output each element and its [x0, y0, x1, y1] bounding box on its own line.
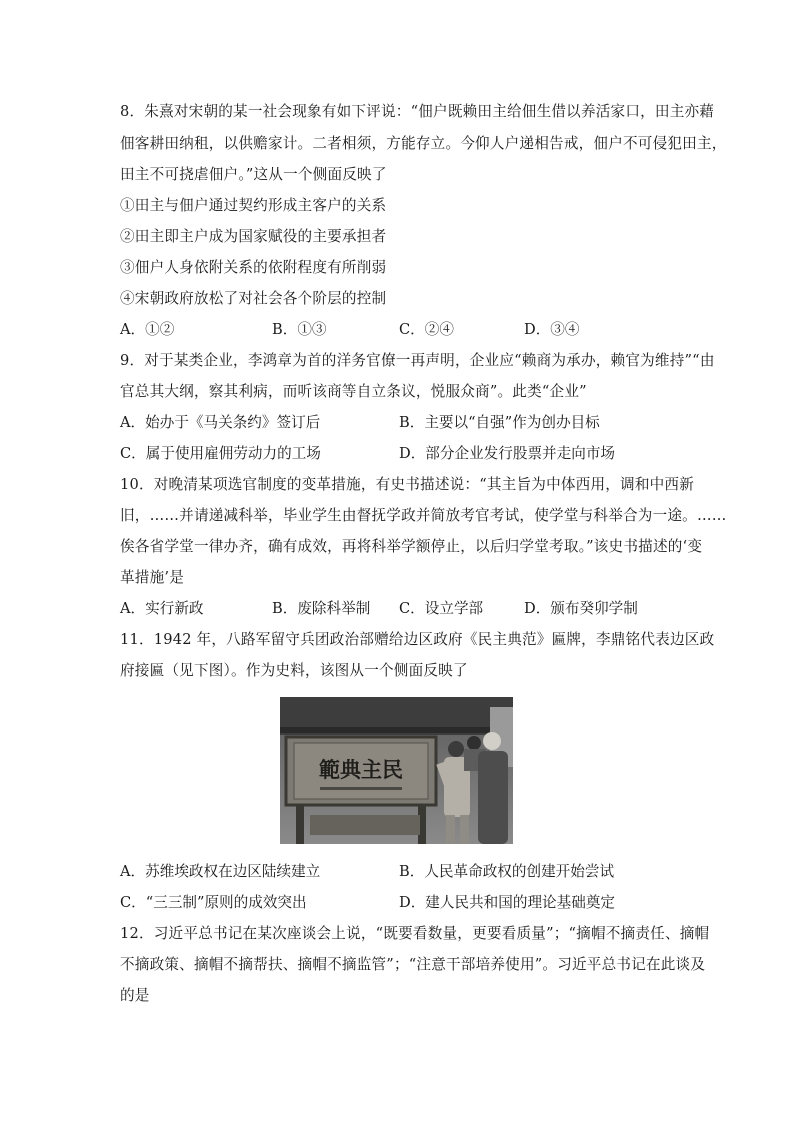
q11-option-d: D．建人民共和国的理论基础奠定 — [399, 894, 616, 911]
q9-option-b: B．主要以“自强”作为创办目标 — [399, 414, 600, 431]
q8-statement-2: ②田主即主户成为国家赋役的主要承担者 — [120, 228, 387, 245]
q9-stem-line-1: 9．对于某类企业，李鸿章为首的洋务官僚一再声明，企业应“赖商为承办，赖官为维持”“由 — [120, 352, 715, 369]
q11-option-b: B．人民革命政权的创建开始尝试 — [399, 863, 615, 880]
q10-option-a: A．实行新政 — [120, 600, 204, 617]
q9-option-a: A．始办于《马关条约》签订后 — [120, 414, 321, 431]
q8-stem-line-3: 田主不可挠虐佃户。”这从一个侧面反映了 — [120, 166, 387, 183]
q8-statement-1: ①田主与佃户通过契约形成主客户的关系 — [120, 197, 387, 214]
q9-option-d: D．部分企业发行股票并走向市场 — [399, 445, 616, 462]
q11-stem-line-1: 11．1942 年，八路军留守兵团政治部赠给边区政府《民主典范》匾牌，李鼎铭代表边区政 — [120, 631, 715, 648]
q8-option-a: A．①② — [120, 321, 175, 338]
q10-stem-line-1: 10．对晚清某项选官制度的变革措施，有史书描述说：“其主旨为中体西用，调和中西新 — [120, 476, 695, 493]
q10-option-d: D．颁布癸卯学制 — [524, 600, 638, 617]
q12-stem-line-2: 不摘政策、摘帽不摘帮扶、摘帽不摘监管”；“注意干部培养使用”。习近平总书记在此谈及 — [120, 956, 706, 973]
q10-option-b: B．废除科举制 — [272, 600, 371, 617]
q8-statement-3: ③佃户人身依附关系的依附程度有所削弱 — [120, 259, 387, 276]
q8-stem-line-2: 佃客耕田纳租，以供赡家计。二者相须，方能存立。今仰人户递相告戒，佃户不可侵犯田主， — [120, 135, 727, 152]
q8-stem-line-1: 8．朱熹对宋朝的某一社会现象有如下评说：“佃户既赖田主给佃生借以养活家口，田主亦藉 — [120, 103, 715, 120]
q8-option-b: B．①③ — [272, 321, 327, 338]
q11-stem-line-2: 府接匾（见下图）。作为史料，该图从一个侧面反映了 — [120, 662, 468, 679]
q8-statement-4: ④宋朝政府放松了对社会各个阶层的控制 — [120, 290, 387, 307]
q10-option-c: C．设立学部 — [399, 600, 484, 617]
q11-option-a: A．苏维埃政权在边区陆续建立 — [120, 863, 321, 880]
q10-stem-line-3: 俟各省学堂一律办齐，确有成效，再将科举学额停止，以后归学堂考取。”该史书描述的‘变 — [120, 538, 703, 555]
q12-stem-line-1: 12．习近平总书记在某次座谈会上说，“既要看数量，更要看质量”；“摘帽不摘责任、摘帽 — [120, 925, 710, 942]
plaque-inscription: 範典主民 — [319, 757, 403, 782]
q11-option-c: C．“三三制”原则的成效突出 — [120, 894, 307, 911]
q8-option-c: C．②④ — [399, 321, 454, 338]
q10-stem-line-4: 革措施’是 — [120, 569, 185, 586]
q10-stem-line-2: 旧，……并请递减科举，毕业学生由督抚学政并简放考官考试，使学堂与科举合为一途。…… — [120, 507, 727, 524]
q12-stem-line-3: 的是 — [120, 987, 150, 1004]
q8-option-d: D．③④ — [524, 321, 580, 338]
q9-option-c: C．属于使用雇佣劳动力的工场 — [120, 445, 321, 462]
q9-stem-line-2: 官总其大纲，察其利病，而听该商等自立条议，悦服众商”。此类“企业” — [120, 383, 587, 400]
historical-photo — [280, 697, 513, 844]
